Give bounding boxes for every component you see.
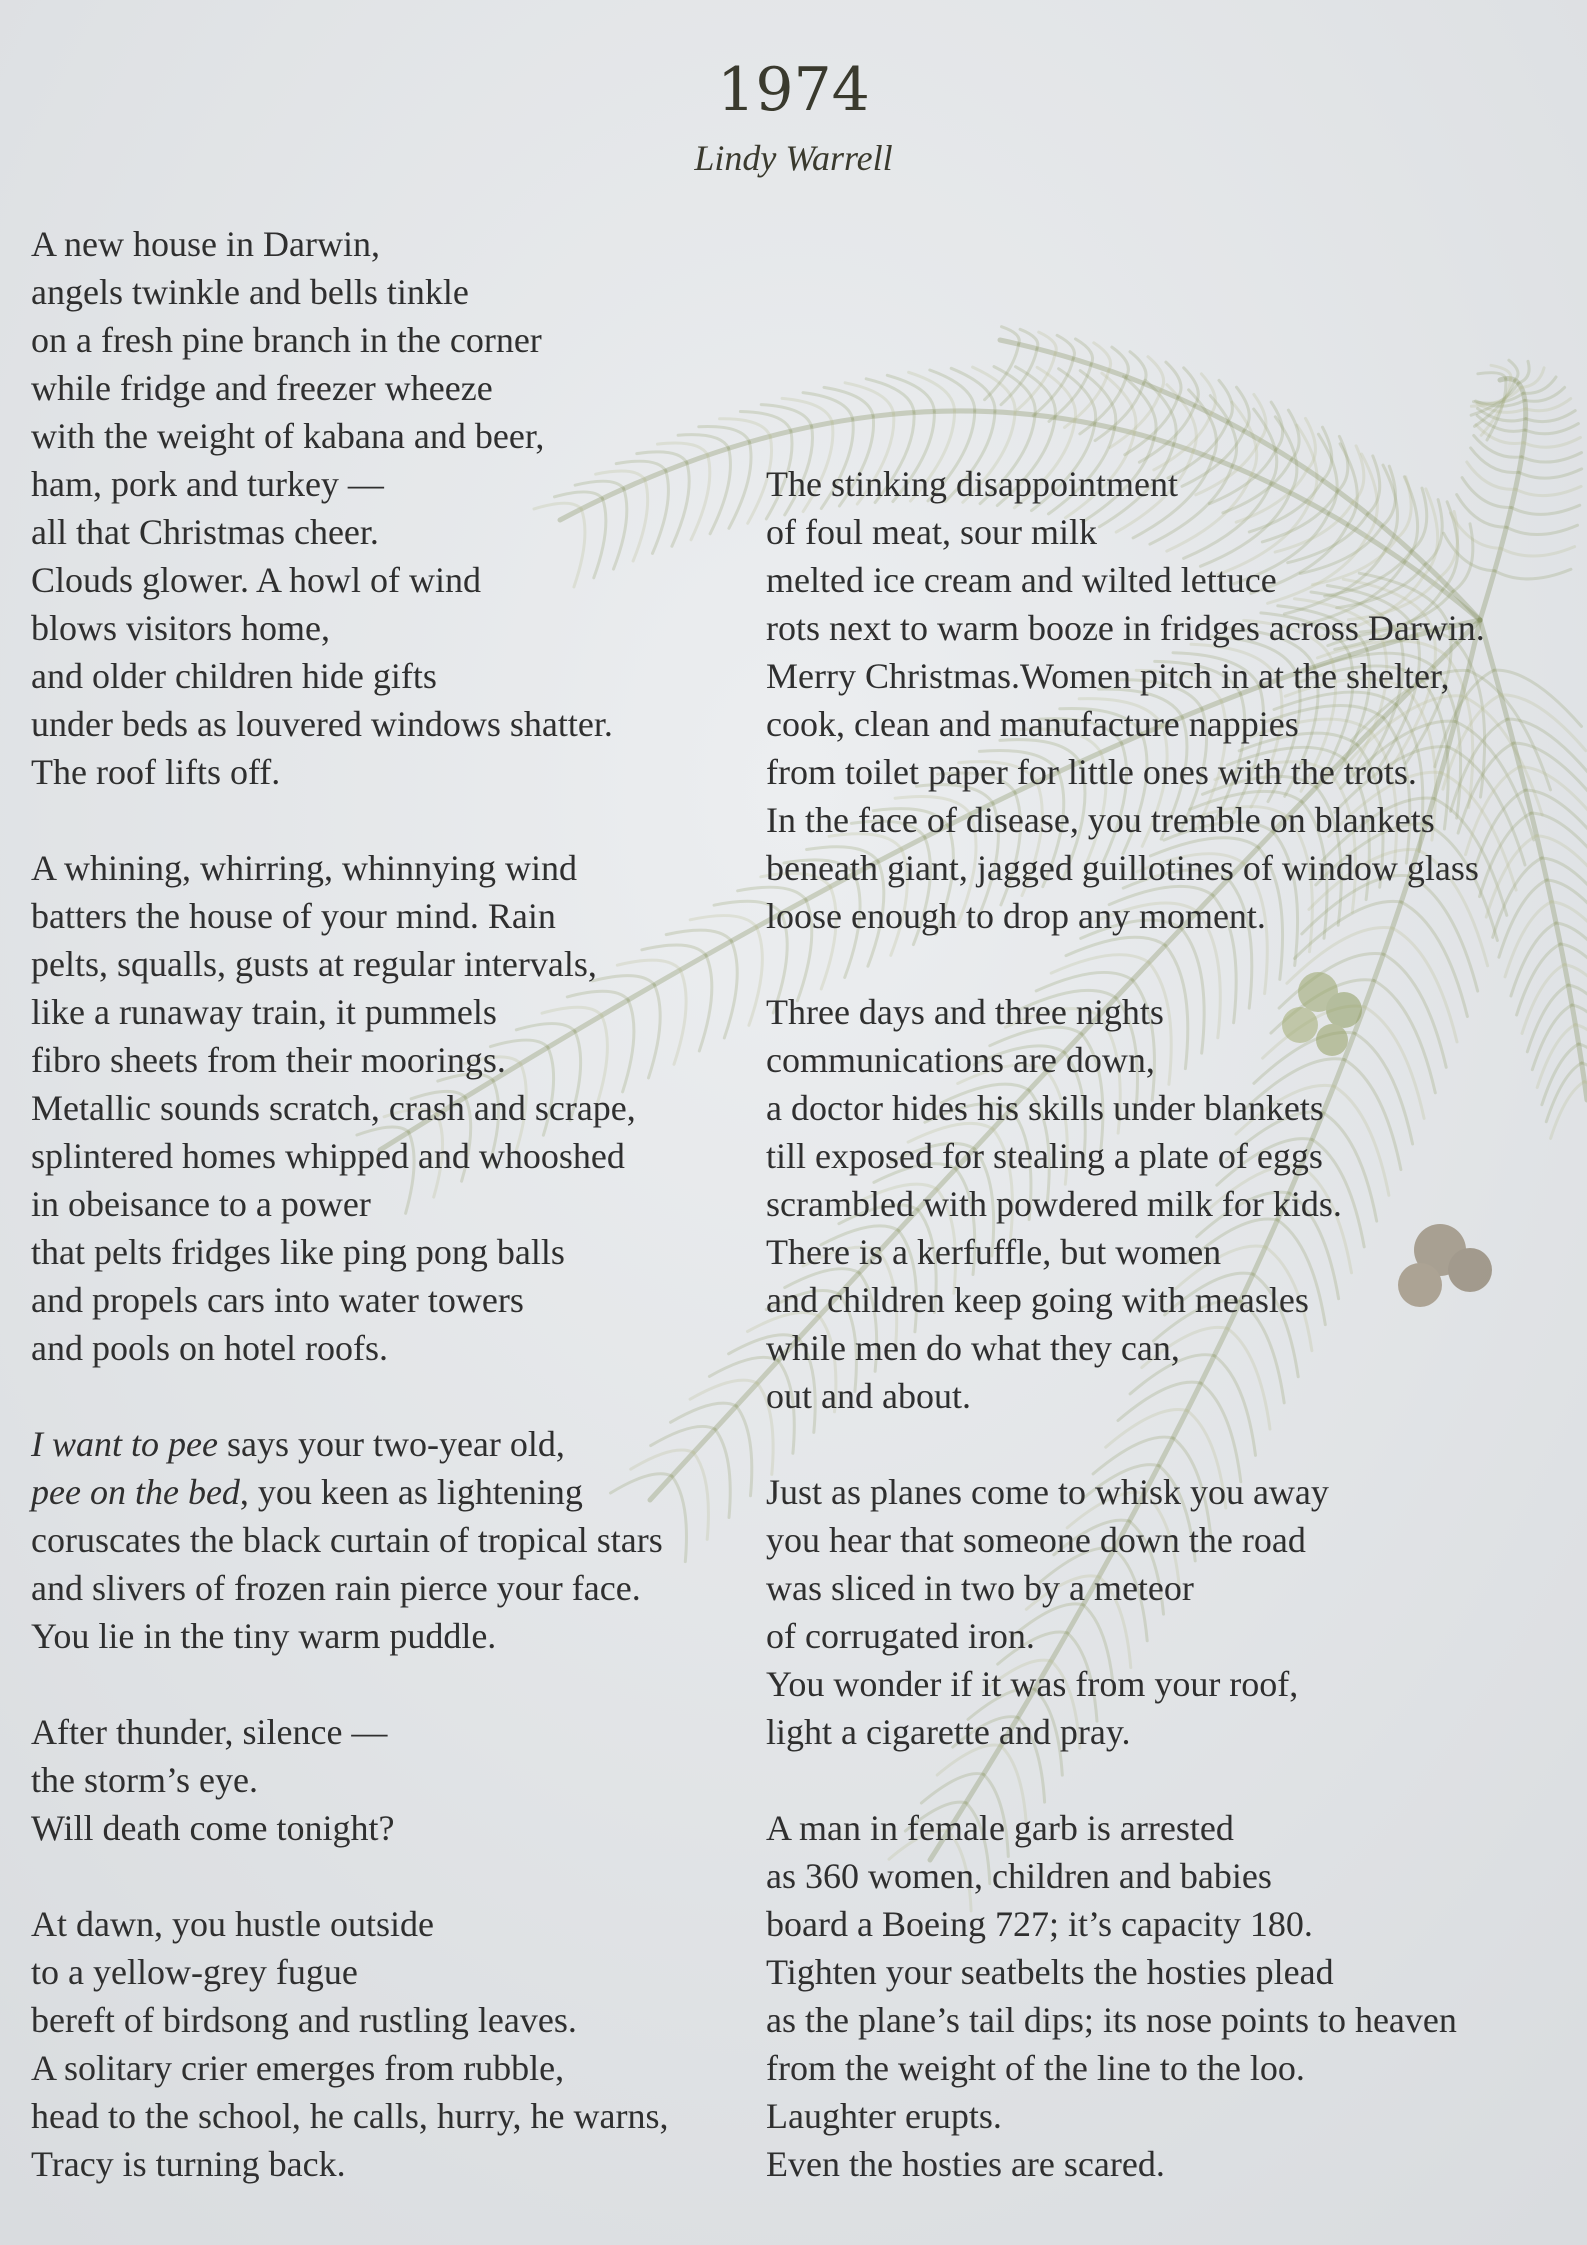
poem-title: 1974: [717, 55, 870, 125]
poem-line: of foul meat, sour milk: [766, 512, 1097, 552]
poem-line: Clouds glower. A howl of wind: [31, 560, 482, 600]
poem-line: Just as planes come to whisk you away: [766, 1472, 1329, 1512]
poem-line: angels twinkle and bells tinkle: [31, 272, 469, 312]
poem-line: and older children hide gifts: [31, 656, 437, 696]
poem-line: as the plane’s tail dips; its nose points to heaven: [766, 2000, 1457, 2040]
poem-line: out and about.: [766, 1376, 971, 1416]
poem-line: Tracy is turning back.: [31, 2144, 346, 2184]
stanza-break: [31, 796, 668, 844]
stanza-break: [766, 1756, 1485, 1804]
poem-line: and children keep going with measles: [766, 1280, 1309, 1320]
poem-line: fibro sheets from their moorings.: [31, 1040, 506, 1080]
italic-phrase: pee on the bed: [31, 1472, 240, 1512]
poem-line: melted ice cream and wilted lettuce: [766, 560, 1277, 600]
poem-line: till exposed for stealing a plate of eggs: [766, 1136, 1323, 1176]
stanza: [31, 1420, 668, 1660]
poem-line: blows visitors home,: [31, 608, 331, 648]
poem-line: pelts, squalls, gusts at regular intervals,: [31, 944, 597, 984]
poem-line: under beds as louvered windows shatter.: [31, 704, 613, 744]
poem-line: a doctor hides his skills under blankets: [766, 1088, 1324, 1128]
stanza: [766, 988, 1485, 1420]
poem-line: to a yellow-grey fugue: [31, 1952, 358, 1992]
poem-line: You lie in the tiny warm puddle.: [31, 1616, 497, 1656]
poem-line: and pools on hotel roofs.: [31, 1328, 388, 1368]
poem-line: At dawn, you hustle outside: [31, 1904, 434, 1944]
poem-line: A solitary crier emerges from rubble,: [31, 2048, 565, 2088]
poem-line: The roof lifts off.: [31, 752, 281, 792]
stanza: [31, 220, 668, 796]
poem-line: After thunder, silence —: [31, 1712, 388, 1752]
poem-line: Will death come tonight?: [31, 1808, 395, 1848]
poem-line: head to the school, he calls, hurry, he warns,: [31, 2096, 669, 2136]
poem-line: and slivers of frozen rain pierce your face.: [31, 1568, 641, 1608]
poem-line: You wonder if it was from your roof,: [766, 1664, 1299, 1704]
poem-line: the storm’s eye.: [31, 1760, 258, 1800]
poem-line: communications are down,: [766, 1040, 1155, 1080]
poem-line: scrambled with powdered milk for kids.: [766, 1184, 1342, 1224]
poem-line: ham, pork and turkey —: [31, 464, 384, 504]
poem-line: on a fresh pine branch in the corner: [31, 320, 542, 360]
italic-phrase: I want to pee: [31, 1424, 218, 1464]
stanza: [766, 1804, 1485, 2188]
poem-line: Tighten your seatbelts the hosties plead: [766, 1952, 1334, 1992]
poem-line: A new house in Darwin,: [31, 224, 380, 264]
poem-line: cook, clean and manufacture nappies: [766, 704, 1299, 744]
poem-line: The stinking disappointment: [766, 464, 1178, 504]
poem-line: that pelts fridges like ping pong balls: [31, 1232, 565, 1272]
poem-right-column: [766, 460, 1485, 2188]
poem-line: A whining, whirring, whinnying wind: [31, 848, 577, 888]
poem-line: with the weight of kabana and beer,: [31, 416, 545, 456]
poem-line: you hear that someone down the road: [766, 1520, 1306, 1560]
poem-line: was sliced in two by a meteor: [766, 1568, 1194, 1608]
poem-left-column: [31, 220, 668, 2188]
poem-line: board a Boeing 727; it’s capacity 180.: [766, 1904, 1313, 1944]
poem-line: all that Christmas cheer.: [31, 512, 379, 552]
stanza: [31, 1708, 668, 1852]
stanza-break: [31, 1852, 668, 1900]
stanza: [31, 844, 668, 1372]
stanza: [31, 1900, 668, 2188]
poem-line: loose enough to drop any moment.: [766, 896, 1266, 936]
poem-line: splintered homes whipped and whooshed: [31, 1136, 625, 1176]
poem-line: There is a kerfuffle, but women: [766, 1232, 1222, 1272]
poem-line: light a cigarette and pray.: [766, 1712, 1131, 1752]
poem-line: batters the house of your mind. Rain: [31, 896, 556, 936]
poem-line: bereft of birdsong and rustling leaves.: [31, 2000, 577, 2040]
poem-line: from the weight of the line to the loo.: [766, 2048, 1305, 2088]
poem-line: beneath giant, jagged guillotines of window glass: [766, 848, 1479, 888]
poem-line: Metallic sounds scratch, crash and scrape,: [31, 1088, 636, 1128]
poem-line: while men do what they can,: [766, 1328, 1180, 1368]
stanza-break: [766, 940, 1485, 988]
stanza: [766, 1468, 1485, 1756]
poem-line: Even the hosties are scared.: [766, 2144, 1165, 2184]
poem-line: of corrugated iron.: [766, 1616, 1035, 1656]
poem-line: like a runaway train, it pummels: [31, 992, 497, 1032]
poem-line: In the face of disease, you tremble on blankets: [766, 800, 1435, 840]
poem-line: from toilet paper for little ones with the trots.: [766, 752, 1417, 792]
poem-line: I want to pee says your two-year old,: [31, 1424, 565, 1464]
stanza-break: [31, 1372, 668, 1420]
poem-line: coruscates the black curtain of tropical stars: [31, 1520, 663, 1560]
poem-line: as 360 women, children and babies: [766, 1856, 1272, 1896]
poem-line: Three days and three nights: [766, 992, 1164, 1032]
poem-line: while fridge and freezer wheeze: [31, 368, 493, 408]
poem-line: and propels cars into water towers: [31, 1280, 524, 1320]
poem-line: rots next to warm booze in fridges across Darwin.: [766, 608, 1485, 648]
poem-author: Lindy Warrell: [694, 138, 893, 178]
stanza-break: [766, 1420, 1485, 1468]
poem-line: Merry Christmas.Women pitch in at the shelter,: [766, 656, 1450, 696]
stanza: [766, 460, 1485, 940]
stanza-break: [31, 1660, 668, 1708]
poem-line: pee on the bed, you keen as lightening: [31, 1472, 583, 1512]
poem-line: Laughter erupts.: [766, 2096, 1002, 2136]
poem-line: in obeisance to a power: [31, 1184, 371, 1224]
poem-line: A man in female garb is arrested: [766, 1808, 1234, 1848]
